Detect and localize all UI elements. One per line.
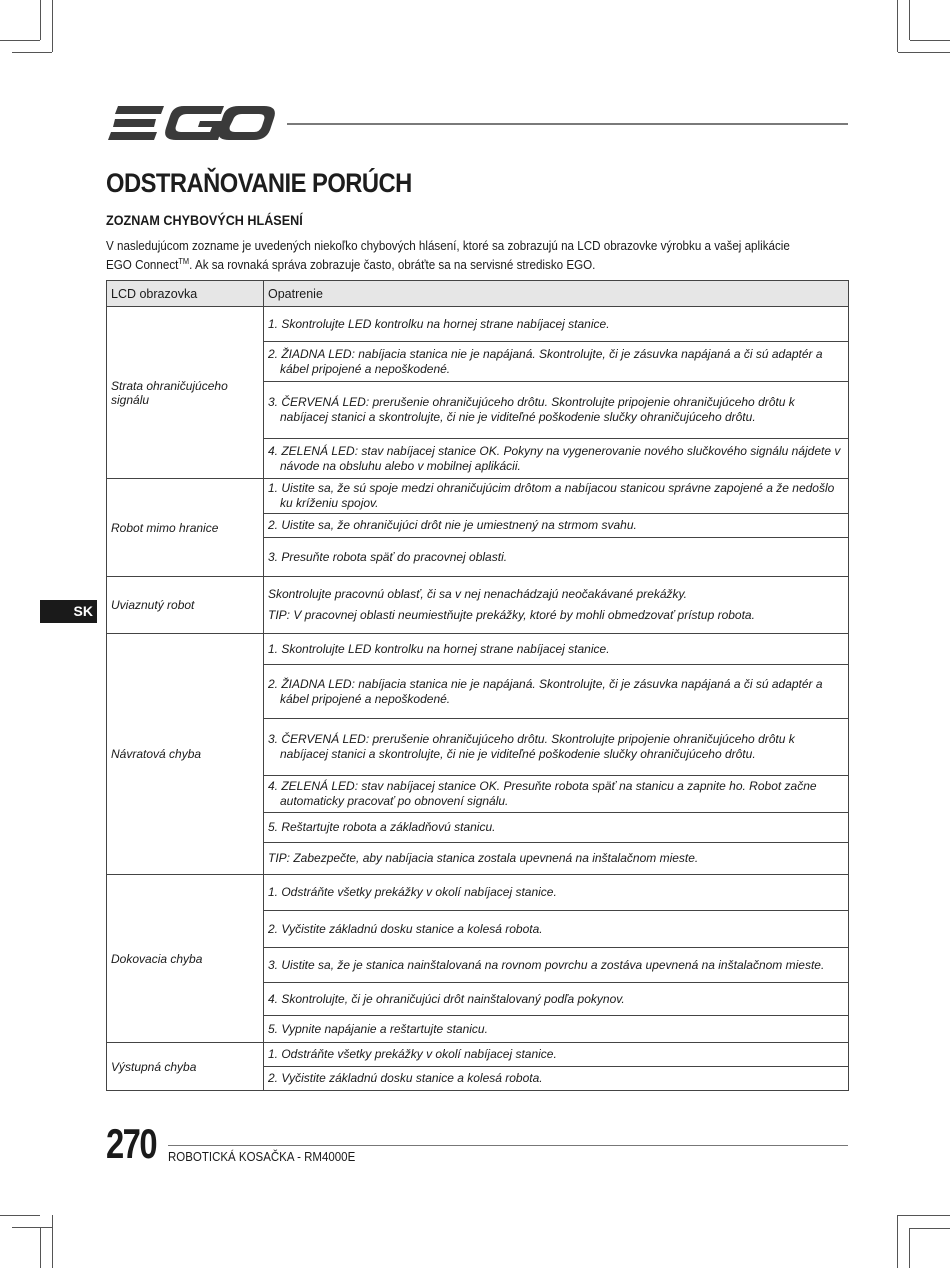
language-tab: SK bbox=[40, 600, 97, 623]
action-step bbox=[264, 1016, 849, 1043]
action-step bbox=[264, 307, 849, 342]
action-step bbox=[264, 843, 849, 875]
action-text: 1. Odstráňte všetky prekážky v okolí nabíjacej stanice. bbox=[268, 1047, 557, 1061]
action-step bbox=[264, 665, 849, 719]
trademark: TM bbox=[178, 257, 190, 266]
lcd-message: Dokovacia chyba bbox=[107, 875, 264, 1043]
action-text: 2. ŽIADNA LED: nabíjacia stanica nie je napájaná. Skontrolujte, či je zásuvka napájaná a či sú adaptér a kábel pripojené a nepoškodené. bbox=[268, 676, 823, 706]
action-text: 4. Skontrolujte, či je ohraničujúci drôt nainštalovaný podľa pokynov. bbox=[268, 991, 625, 1006]
action-step bbox=[264, 719, 849, 776]
lcd-message: Návratová chyba bbox=[107, 634, 264, 875]
header-action: Opatrenie bbox=[264, 281, 849, 307]
lcd-message: Robot mimo hranice bbox=[107, 479, 264, 577]
page-number: 270 bbox=[106, 1120, 156, 1167]
footer-product: ROBOTICKÁ KOSAČKA - RM4000E bbox=[168, 1150, 356, 1164]
action-text: 2. Uistite sa, že ohraničujúci drôt nie je umiestnený na strmom svahu. bbox=[268, 518, 637, 532]
action-step bbox=[264, 911, 849, 948]
action-step bbox=[264, 776, 849, 813]
action-text: 2. Vyčistite základnú dosku stanice a kolesá robota. bbox=[268, 1071, 543, 1085]
action-text: 5. Reštartujte robota a základňovú stanicu. bbox=[268, 820, 496, 834]
action-step bbox=[264, 813, 849, 843]
action-text: 1. Skontrolujte LED kontrolku na hornej strane nabíjacej stanice. bbox=[268, 641, 610, 656]
action-step bbox=[264, 577, 849, 634]
tip-text: TIP: V pracovnej oblasti neumiestňujte prekážky, ktoré by mohli obmedzovať prístup robota. bbox=[268, 608, 755, 622]
action-step bbox=[264, 1043, 849, 1067]
action-text: 3. Presuňte robota späť do pracovnej oblasti. bbox=[268, 549, 508, 564]
table-row bbox=[107, 875, 849, 911]
action-text: Skontrolujte pracovnú oblasť, či sa v nej nenachádzajú neočakávané prekážky. bbox=[268, 587, 687, 601]
intro-text: V nasledujúcom zozname je uvedených niekoľko chybových hlásení, ktoré sa zobrazujú na LCD obrazovke výrobku a vašej aplikácie EGO Connect bbox=[106, 239, 790, 273]
action-text: 3. Uistite sa, že je stanica nainštalovaná na rovnom povrchu a zostáva upevnená na inštalačnom mieste. bbox=[268, 957, 825, 972]
action-step bbox=[264, 439, 849, 479]
page-title: ODSTRAŇOVANIE PORÚCH bbox=[106, 168, 412, 198]
action-text: 5. Vypnite napájanie a reštartujte stanicu. bbox=[268, 1021, 488, 1036]
intro-paragraph bbox=[106, 238, 813, 273]
action-step bbox=[264, 634, 849, 665]
action-step bbox=[264, 983, 849, 1016]
footer-rule bbox=[168, 1145, 848, 1146]
table-row bbox=[107, 479, 849, 514]
header-rule bbox=[287, 123, 848, 125]
action-step bbox=[264, 538, 849, 577]
action-text: 2. Vyčistite základnú dosku stanice a kolesá robota. bbox=[268, 921, 543, 936]
action-text: 1. Skontrolujte LED kontrolku na hornej strane nabíjacej stanice. bbox=[268, 316, 610, 331]
error-table bbox=[106, 280, 849, 1091]
section-subtitle: ZOZNAM CHYBOVÝCH HLÁSENÍ bbox=[106, 212, 303, 228]
lcd-message: Uviaznutý robot bbox=[107, 577, 264, 634]
lcd-message: Strata ohraničujúceho signálu bbox=[107, 307, 264, 479]
action-step bbox=[264, 479, 849, 514]
table-row bbox=[107, 577, 849, 634]
action-step bbox=[264, 342, 849, 382]
action-step bbox=[264, 948, 849, 983]
intro-text-end: . Ak sa rovnaká správa zobrazuje často, obráťte sa na servisné stredisko EGO. bbox=[189, 258, 596, 273]
action-step bbox=[264, 1067, 849, 1091]
action-text: 3. ČERVENÁ LED: prerušenie ohraničujúceho drôtu. Skontrolujte pripojenie ohraničujúceho drôtu k nabíjacej stanici a skontrolujte, či nie je viditeľné poškodenie slučky ohraničujúceho drôtu. bbox=[268, 732, 795, 761]
action-text: 3. ČERVENÁ LED: prerušenie ohraničujúceho drôtu. Skontrolujte pripojenie ohraničujúceho drôtu k nabíjacej stanici a skontrolujte, či nie je viditeľné poškodenie slučky ohraničujúceho drôtu. bbox=[268, 395, 795, 424]
action-text: 1. Uistite sa, že sú spoje medzi ohraničujúcim drôtom a nabíjacou stanicou správne zapojené a že nedošlo ku kríženiu spojov. bbox=[268, 481, 835, 510]
table-row bbox=[107, 634, 849, 665]
table-row bbox=[107, 1043, 849, 1067]
action-step bbox=[264, 875, 849, 911]
action-step bbox=[264, 514, 849, 538]
action-text: TIP: Zabezpečte, aby nabíjacia stanica zostala upevnená na inštalačnom mieste. bbox=[268, 851, 699, 865]
table-header-row bbox=[107, 281, 849, 307]
action-text: 4. ZELENÁ LED: stav nabíjacej stanice OK. Pokyny na vygenerovanie nového slučkového signálu nájdete v návode na obsluhu alebo v mobilnej aplikácii. bbox=[268, 443, 841, 473]
action-step bbox=[264, 382, 849, 439]
action-text: 2. ŽIADNA LED: nabíjacia stanica nie je napájaná. Skontrolujte, či je zásuvka napájaná a či sú adaptér a kábel pripojené a nepoškodené. bbox=[268, 346, 823, 376]
action-text: 1. Odstráňte všetky prekážky v okolí nabíjacej stanice. bbox=[268, 885, 557, 899]
action-text: 4. ZELENÁ LED: stav nabíjacej stanice OK. Presuňte robota späť na stanicu a zapnite ho. Robot začne automaticky pracovať po obnovení signálu. bbox=[268, 779, 817, 808]
table-row bbox=[107, 307, 849, 342]
ego-logo bbox=[106, 104, 276, 142]
lcd-message: Výstupná chyba bbox=[107, 1043, 264, 1091]
header-lcd: LCD obrazovka bbox=[107, 281, 264, 307]
